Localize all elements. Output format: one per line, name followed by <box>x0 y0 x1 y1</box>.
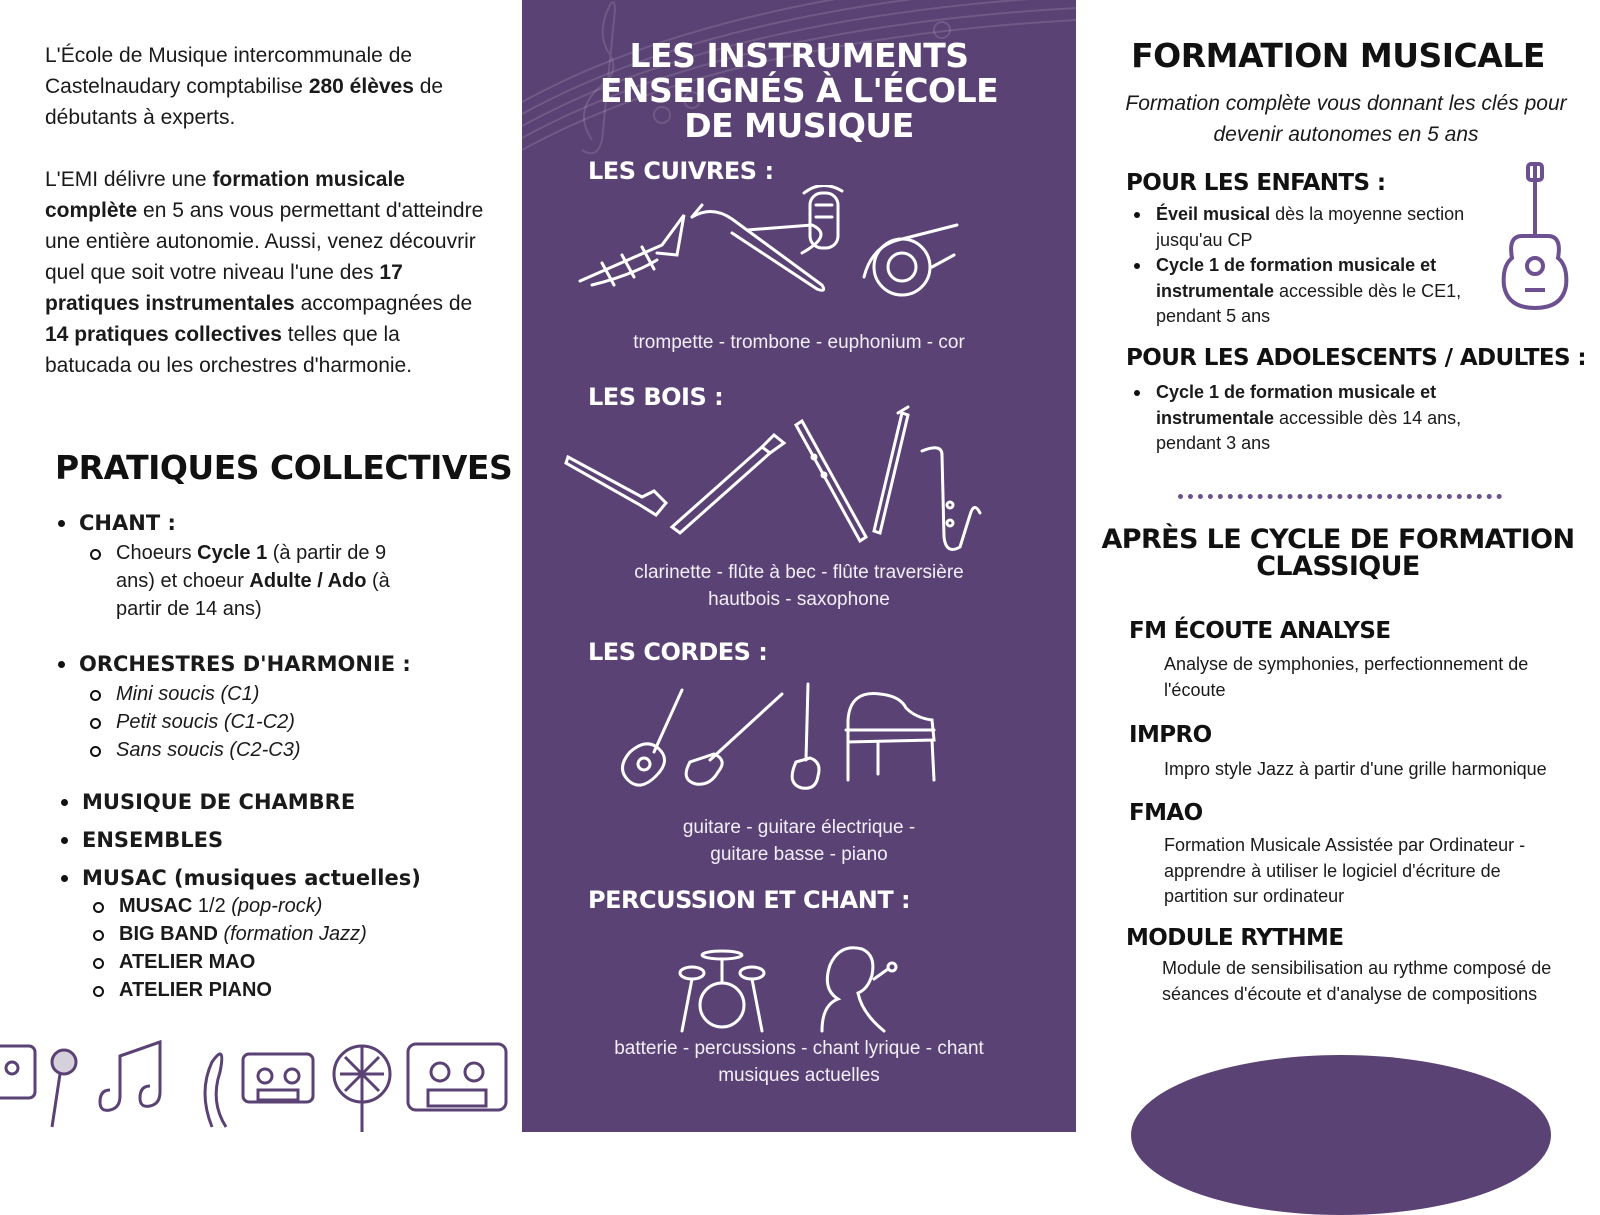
module-rythme-text: Module de sensibilisation au rythme composé de séances d'écoute et d'analyse de compositions <box>1162 958 1552 1004</box>
musac-item: MUSAC 1/2 (pop-rock) <box>119 895 323 917</box>
enfants-item: Cycle 1 de formation musicale et instrumentale accessible dès le CE1, pendant 5 ans <box>1156 255 1462 326</box>
orchestres-label: ORCHESTRES D'HARMONIE : <box>79 652 411 676</box>
orchestre-item: Sans soucis (C2-C3) <box>116 739 301 761</box>
enfants-item: Éveil musical dès la moyenne section jusqu'au CP <box>1156 204 1465 250</box>
bois-illustration <box>562 405 1002 555</box>
cuivres-caption: trompette - trombone - euphonium - cor <box>633 332 965 353</box>
acoustic-guitar-icon <box>622 690 682 785</box>
other-practices <box>61 788 421 1004</box>
cordes-caption: guitare - guitare électrique - guitare basse - piano <box>682 817 916 865</box>
orchestre-item: Petit soucis (C1-C2) <box>116 711 295 733</box>
impro-text: Impro style Jazz à partir d'une grille harmonique <box>1164 759 1547 779</box>
orchestre-item: Mini soucis (C1) <box>116 683 260 705</box>
ados-item: Cycle 1 de formation musicale et instrumentale accessible dès 14 ans, pendant 3 ans <box>1156 382 1462 453</box>
fm-ecoute-heading: FM ÉCOUTE ANALYSE <box>1129 618 1391 644</box>
enfants-list <box>1134 202 1514 330</box>
oboe-icon <box>874 407 908 533</box>
chant-desc: Choeurs Cycle 1 (à partir de 9 ans) et choeur Adulte / Ado (à partir de 14 ans) <box>116 542 390 620</box>
cassette-icon <box>0 1046 35 1098</box>
atelier-piano-item: ATELIER PIANO <box>119 979 272 1001</box>
chant-label: CHANT : <box>79 511 176 535</box>
decorative-arc <box>1131 1055 1551 1215</box>
ados-list <box>1134 380 1514 457</box>
right-column <box>1076 0 1600 1132</box>
chant-block <box>58 509 410 623</box>
cordes-heading: LES CORDES : <box>588 638 768 666</box>
french-horn-icon <box>864 225 957 295</box>
orchestres-block <box>58 650 411 764</box>
cuivres-illustration <box>572 185 1012 305</box>
flute-icon <box>796 421 866 541</box>
impro-heading: IMPRO <box>1129 722 1212 748</box>
trumpet-icon <box>580 215 684 285</box>
cordes-illustration <box>610 680 950 798</box>
cassette-icon <box>408 1044 506 1110</box>
fmao-text: Formation Musicale Assistée par Ordinateur - apprendre à utiliser le logiciel d'écriture de partition sur ordinateur <box>1164 835 1526 906</box>
fm-ecoute-text: Analyse de symphonies, perfectionnement de l'écoute <box>1164 654 1529 700</box>
music-note-icon <box>100 1042 160 1110</box>
pratiques-collectives-title: PRATIQUES COLLECTIVES <box>55 448 513 487</box>
saxophone-icon <box>922 448 980 550</box>
bois-caption: clarinette - flûte à bec - flûte traversière hautbois - saxophone <box>634 562 964 610</box>
intro-paragraph-2: L'EMI délivre une formation musicale complète en 5 ans vous permettant d'atteindre une entière autonomie. Aussi, venez découvrir quel que soit votre niveau l'une des 17 pratiques instrumentales accompagnées de 14 pratiques collectives telles que la batucada ou les orchestres d'harmonie. <box>45 168 484 377</box>
ensembles-label: ENSEMBLES <box>82 828 224 852</box>
musique-chambre-label: MUSIQUE DE CHAMBRE <box>82 790 356 814</box>
recorder-icon <box>672 435 784 533</box>
formation-musicale-subtitle: Formation complète vous donnant les clés pour devenir autonomes en 5 ans <box>1125 92 1567 146</box>
cassette-icon <box>243 1054 313 1102</box>
electric-guitar-icon <box>686 694 782 784</box>
fmao-heading: FMAO <box>1129 800 1203 826</box>
percussion-illustration <box>662 935 912 1035</box>
bass-guitar-icon <box>792 684 819 788</box>
intro-paragraph-1: L'École de Musique intercommunale de Castelnaudary comptabilise 280 élèves de débutants à experts. <box>45 44 444 129</box>
bigband-item: BIG BAND (formation Jazz) <box>119 923 367 945</box>
microphone-icon <box>334 1046 390 1132</box>
instruments-title: LES INSTRUMENTS ENSEIGNÉS À L'ÉCOLE DE MUSIQUE <box>599 36 999 145</box>
trombone-icon <box>692 205 824 290</box>
decorative-icons-row <box>0 1032 522 1132</box>
enfants-heading: POUR LES ENFANTS : <box>1126 170 1386 196</box>
euphonium-icon <box>804 185 842 248</box>
microphone-icon <box>52 1050 76 1127</box>
cuivres-heading: LES CUIVRES : <box>588 157 774 185</box>
divider <box>1178 494 1502 499</box>
percussion-heading: PERCUSSION ET CHANT : <box>588 886 911 914</box>
ados-heading: POUR LES ADOLESCENTS / ADULTES : <box>1126 345 1587 371</box>
clarinet-icon <box>566 457 666 515</box>
grand-piano-icon <box>846 694 934 780</box>
module-rythme-heading: MODULE RYTHME <box>1126 925 1344 951</box>
bois-heading: LES BOIS : <box>588 383 724 411</box>
musac-label: MUSAC (musiques actuelles) <box>82 866 421 890</box>
drum-kit-icon <box>680 951 764 1031</box>
formation-musicale-title: FORMATION MUSICALE <box>1131 36 1545 75</box>
instruments-panel <box>522 0 1076 1132</box>
singer-icon <box>822 948 896 1031</box>
apres-cycle-title: APRÈS LE CYCLE DE FORMATION CLASSIQUE <box>1101 524 1575 582</box>
atelier-mao-item: ATELIER MAO <box>119 951 256 973</box>
percussion-caption: batterie - percussions - chant lyrique - chant musiques actuelles <box>614 1038 984 1086</box>
ribbon-icon <box>205 1054 226 1127</box>
